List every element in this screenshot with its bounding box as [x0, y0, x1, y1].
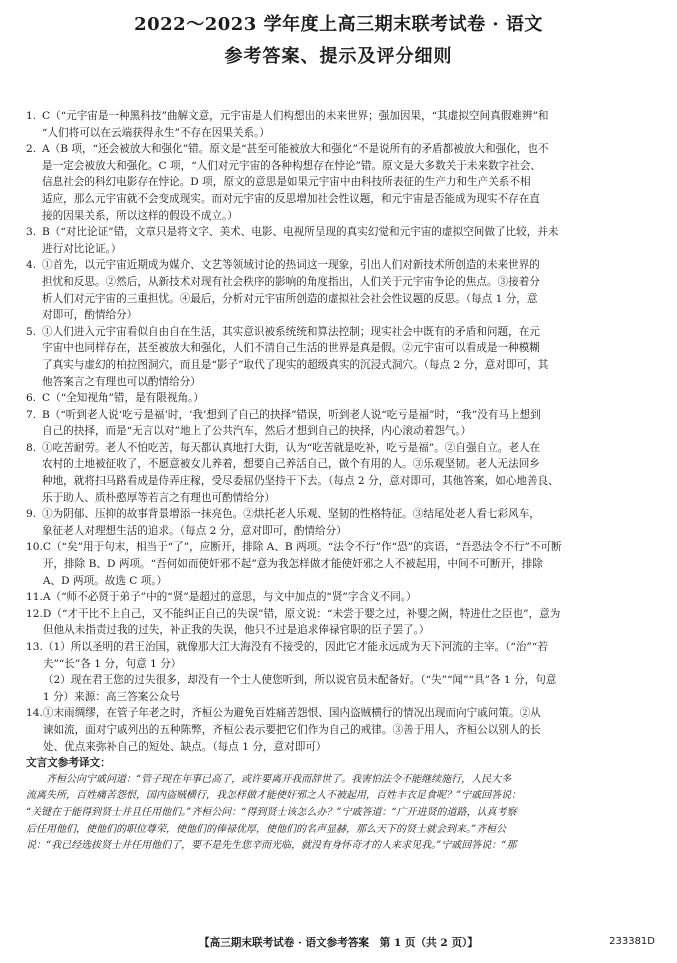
answer-line: A（B 项，“还会被放大和强化”错。原文是“甚至可能被放大和强化”不是说所有的矛盾都被放大和强化，也不: [42, 143, 549, 156]
answer-number: 10.: [26, 541, 43, 554]
answer-line: 信息社会的科幻电影存在悖论。D 项，原文的意思是如果元宇宙中由科技所表征的生产力和生产关系不相: [42, 176, 531, 189]
answer-line: B（“对比论证”错，文章只是将文字、美术、电影、电视所呈现的真实幻觉和元宇宙的虚拟空间做了比较，并未: [42, 226, 559, 239]
answer-line: C（“元宇宙是一种黑科技”曲解文意，元宇宙是人们构想出的未来世界；强加因果，“其虚拟空间真假难辨”和: [42, 110, 549, 122]
answer-line: 1 分）来源：高三答案公众号: [42, 690, 181, 703]
answer-item: [26, 639, 657, 705]
answer-line: D（“才干比不上自己，又不能纠正自己的失误”错，原文说：“未尝于婴之过，补婴之阙，特进仕之臣也”，意为: [42, 607, 561, 620]
answer-item: [26, 224, 657, 257]
footer-code: 233381D: [609, 936, 655, 947]
answer-line: ①末雨绸缪，在管子年老之时，齐桓公为避免百姓痛苦怨恨、国内盗贼横行的情况出现而向宁戚问策。②从: [42, 707, 541, 720]
translation-text: [26, 772, 657, 855]
answer-number: 2.: [26, 143, 37, 156]
translation-line: “关键在于能得到贤士并且任用他们。”齐桓公问：“得到贤士该怎么办？”宁戚答道：“广开进贤的道路，认真考察: [26, 806, 517, 818]
answer-text: [42, 390, 657, 407]
answer-line: ①为阴郁、压抑的故事背景增添一抹亮色。②烘托老人乐观、坚韧的性格特征。③结尾处老人看七彩风车，: [42, 508, 540, 521]
answer-number: 5.: [26, 325, 37, 338]
answer-line: 种地，就将扫马路看成是侍弄庄稼，受尽委屈仍坚持干下去。（每点 2 分，意对即可，其他答案，如心地善良、: [42, 475, 559, 488]
answer-number: 11.: [26, 591, 43, 604]
answer-line: 担忧和反思。②然后，从新技术对现有社会秩序的影响的角度指出，人们关于元宇宙争论的焦点。③接着分: [42, 275, 540, 288]
answer-item: [26, 539, 657, 589]
answer-line: 乐于助人、质朴憨厚等若言之有理也可酌情给分）: [42, 491, 276, 504]
page-title: 2022～2023 学年度上高三期末联考试卷 · 语文: [134, 14, 543, 35]
page-subtitle: 参考答案、提示及评分细则: [224, 46, 453, 67]
answer-line: 适应，那么元宇宙就不会变成现实。而对元宇宙的反思增加社会性议题，和元宇宙是否能成为现实不存在直: [42, 192, 540, 205]
translation-heading: 文言文参考译文：: [26, 757, 111, 770]
answer-text: [42, 108, 657, 141]
answer-line: A、D 两项。故选 C 项。）: [42, 574, 168, 587]
answer-item: [26, 407, 657, 440]
answer-line: 夫”“长”各 1 分，句意 1 分）: [42, 657, 182, 670]
answer-item: [26, 589, 657, 606]
answer-line: C（“全知视角”错，是有限视角。）: [42, 392, 204, 405]
footer-page-info: 【高三期末联考试卷 · 语文参考答案 第 1 页（共 2 页）】: [199, 937, 478, 949]
answer-item: [26, 440, 657, 506]
answer-text: [42, 141, 657, 224]
answer-item: [26, 506, 657, 539]
answer-line: 自己的抉择，而是“无言以对”地上了公共汽车，然后才想到自己的抉择，内心滚动着怨气。）: [42, 425, 472, 438]
answer-line: 但他从未指责过我的过失，补正我的失误，他只不过是追求俸禄官职的臣子罢了。）: [42, 624, 430, 637]
answer-number: 13.: [26, 641, 43, 653]
answer-line: 是一定会被放大和强化。C 项，“人们对元宇宙的各种构想存在悖论”错。原文是大多数关于未来数字社会、: [42, 159, 542, 172]
answer-list: [26, 108, 657, 855]
answer-number: 6.: [26, 392, 37, 405]
answer-text: [42, 506, 657, 539]
answer-line: ①吃苦耐劳。老人不怕吃苦，每天都认真地打大街，认为“吃苦就是吃补，吃亏是福”。②自强自立。老人在: [42, 441, 541, 454]
answer-line: ①人们进入元宇宙看似自由自在生活，其实意识被系统统和算法控制；现实社会中既有的矛盾和问题，在元: [42, 325, 540, 338]
answer-item: [26, 257, 657, 323]
answer-number: 7.: [26, 408, 37, 421]
answer-line: 对即可，酌情给分）: [42, 309, 138, 322]
answer-text: [42, 324, 657, 390]
answer-line: （2）现在君王您的过失很多，却没有一个士人使您听到，所以说官员未配备好。（“失”“闻”“具”各 1 分，句意: [42, 674, 557, 687]
answer-item: [26, 108, 657, 141]
answer-text: [42, 224, 657, 257]
answer-text: [43, 705, 657, 755]
answer-text: [42, 257, 657, 323]
answer-line: 他答案言之有理也可以酌情给分）: [42, 375, 201, 388]
answer-line: 了真实与虚幻的柏拉图洞穴，而且是“影子”取代了现实的超级真实的沉浸式洞穴。（每点 2 分，意对即可，其: [42, 358, 549, 371]
answer-line: （1）所以圣明的君王治国，就像那大江大海没有不接受的，因此它才能永远成为天下河流的主宰。（“治”“若: [42, 641, 548, 653]
answer-number: 14.: [26, 707, 43, 720]
translation-line: 流离失所，百姓痛苦怨恨，国内盗贼横行，我怎样做才能使奸邪之人不被起用，百姓丰衣足食呢？”宁戚回答说：: [26, 790, 522, 802]
translation-line: 齐桓公向宁戚问道：“管子现在年事已高了，或许要离开我而辞世了。我害怕法令不能继续施行，人民大多: [46, 773, 512, 785]
answer-number: 3.: [26, 226, 37, 239]
answer-text: [43, 539, 657, 589]
answer-item: [26, 606, 657, 639]
answer-text: [43, 606, 657, 639]
answer-line: ①首先，以元宇宙近期成为媒介、文艺等领域讨论的热词这一现象，引出人们对新技术所创造的未来世界的: [42, 259, 540, 272]
answer-line: C（“矣”用于句末，相当于“了”，应断开，排除 A、B 两项。“法令不行”作“恐”的宾语，“吾恐法令不行”不可断: [42, 541, 562, 554]
answer-text: [42, 407, 657, 440]
answer-line: 析人们对元宇宙的三重担忧。④最后，分析对元宇宙所创造的虚拟社会社会性议题的反思。（每点 1 分，意: [42, 292, 538, 305]
answer-line: 农村的土地被征收了，不愿意被女儿养着，想要自己养活自己，做个有用的人。③乐观坚韧。老人无法回乡: [42, 458, 540, 471]
answer-line: 进行对比论证。）: [42, 242, 122, 255]
translation-line: 后任用他们，使他们的职位尊荣，使他们的俸禄优厚，使他们的名声显赫，那么天下的贤士就会到来。”齐桓公: [26, 823, 507, 835]
answer-line: 谏如流，面对宁戚列出的五种陈弊，齐桓公表示要把它们作为自己的戒律。③善于用人，齐桓公以别人的长: [42, 723, 541, 736]
answer-item: [26, 324, 657, 390]
answer-item: [26, 141, 657, 224]
answer-text: [42, 440, 657, 506]
answer-line: B（“听到老人说‘吃亏是福’时，‘我’想到了自己的抉择”错误，听到老人说“吃亏是福”时，“我”没有马上想到: [42, 408, 541, 421]
answer-text: [43, 589, 657, 606]
answer-text: [43, 639, 657, 705]
answer-number: 1.: [26, 110, 37, 122]
answer-number: 4.: [26, 259, 37, 272]
answer-number: 12.: [26, 607, 43, 620]
answer-number: 9.: [26, 508, 37, 521]
answer-item: [26, 390, 657, 407]
translation-line: 说：“我已经选拔贤士并任用他们了，要不是先生您辛而光临，就没有身怀奇才的人来求见我。”宁戚回答说：“那: [26, 840, 517, 852]
answer-line: 开，排除 B、D 两项。“吾何如而使奸邪不起”意为我怎样做才能使奸邪之人不被起用，中间不可断开，排除: [42, 558, 543, 571]
answer-line: 象征老人对理想生活的追求。（每点 2 分，意对即可，酌情给分）: [42, 524, 347, 537]
answer-number: 8.: [26, 441, 37, 454]
answer-line: 接的因果关系，所以这样的假设不成立。）: [42, 209, 238, 222]
answer-item: [26, 705, 657, 755]
answer-line: A（“师不必贤于弟子”中的“贤”是超过的意思，与文中加点的“贤”字含义不同。）: [42, 591, 417, 604]
answer-line: 宇宙中也同样存在，甚至被放大和强化，人们不清自己生活的世界是真是假。②元宇宙可以看成是一种模糊: [42, 342, 540, 355]
answer-line: “人们将可以在云端获得永生”不存在因果关系。）: [42, 126, 270, 139]
answer-line: 处、优点来弥补自己的短处、缺点。（每点 1 分，意对即可）: [42, 740, 327, 753]
